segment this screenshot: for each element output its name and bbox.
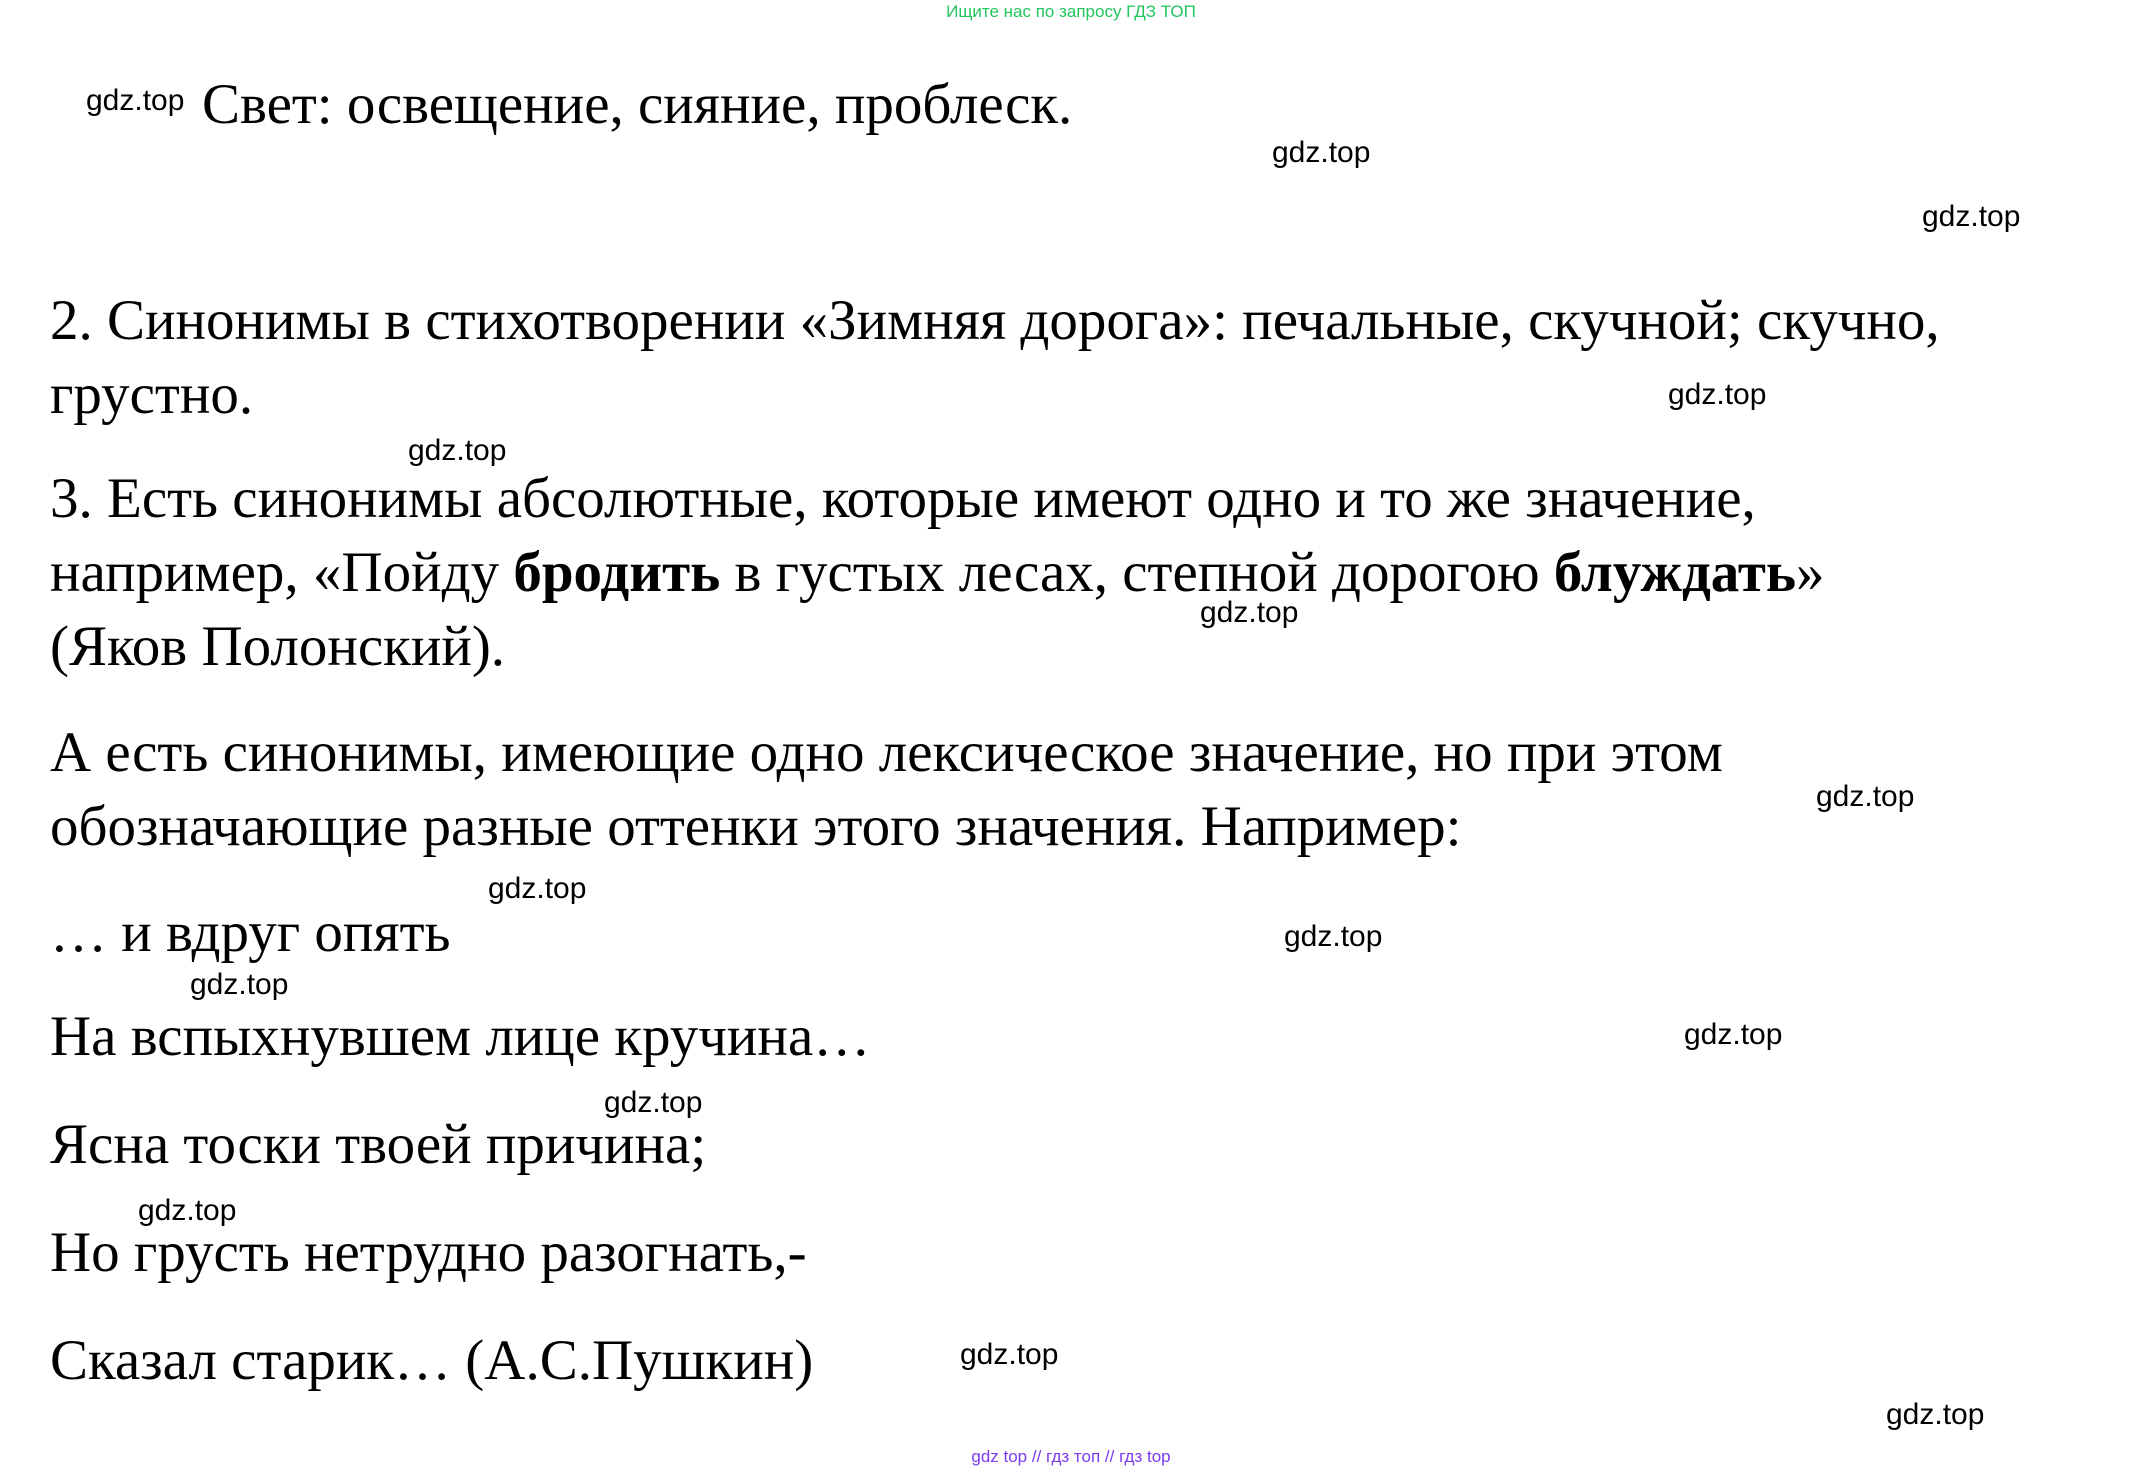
poem-line: … и вдруг опять [50, 901, 451, 964]
watermark: gdz.top [960, 1338, 1059, 1371]
watermark: gdz.top [1684, 1018, 1783, 1051]
paragraph-3-line-1: 3. Есть синонимы абсолютные, которые имеют одно и то же значение, [50, 467, 1756, 530]
poem-line: На вспыхнувшем лице кручина… [50, 1005, 871, 1068]
paragraph-4-line-2: обозначающие разные оттенки этого значения. Например: [50, 795, 1462, 858]
watermark: gdz.top [1886, 1398, 1985, 1431]
watermark: gdz.top [190, 968, 289, 1001]
paragraph-2-line-2: грустно. [50, 363, 254, 426]
footer-link-gdz-top[interactable]: gdz top [971, 1447, 1028, 1466]
watermark: gdz.top [408, 434, 507, 467]
paragraph-4-line-1: А есть синонимы, имеющие одно лексическое значение, но при этом [50, 721, 1723, 784]
footer-link-gdz-top-ru[interactable]: гдз топ [1046, 1447, 1101, 1466]
paragraph-3-line-2: например, «Пойду бродить в густых лесах, степной дорогою блуждать» [50, 541, 1825, 604]
watermark: gdz.top [1284, 920, 1383, 953]
watermark: gdz.top [138, 1194, 237, 1227]
watermark: gdz.top [1922, 200, 2021, 233]
watermark: gdz.top [604, 1086, 703, 1119]
bold-word-brodit: бродить [513, 541, 721, 604]
watermark: gdz.top [86, 84, 185, 117]
poem-line: Сказал старик… (А.С.Пушкин) [50, 1329, 814, 1392]
paragraph-3-line-3: (Яков Полонский). [50, 615, 506, 678]
watermark: gdz.top [1816, 780, 1915, 813]
watermark: gdz.top [1272, 136, 1371, 169]
line-svet: Свет: освещение, сияние, проблеск. [202, 73, 1073, 136]
watermark: gdz.top [1200, 596, 1299, 629]
top-banner [0, 3, 2142, 20]
banner-text: Ищите нас по запросу ГДЗ ТОП [946, 2, 1196, 21]
watermark: gdz.top [1668, 378, 1767, 411]
bold-word-bluzhdat: блуждать [1553, 541, 1796, 604]
poem-line: Но грусть нетрудно разогнать,- [50, 1221, 807, 1284]
footer-link-gdz-top-mixed[interactable]: гдз top [1119, 1447, 1171, 1466]
watermark: gdz.top [488, 872, 587, 905]
footer-links: gdz top // гдз топ // гдз top [971, 1447, 1171, 1466]
paragraph-2-line-1: 2. Синонимы в стихотворении «Зимняя дорога»: печальные, скучной; скучно, [50, 289, 1940, 352]
poem-line: Ясна тоски твоей причина; [50, 1113, 707, 1176]
